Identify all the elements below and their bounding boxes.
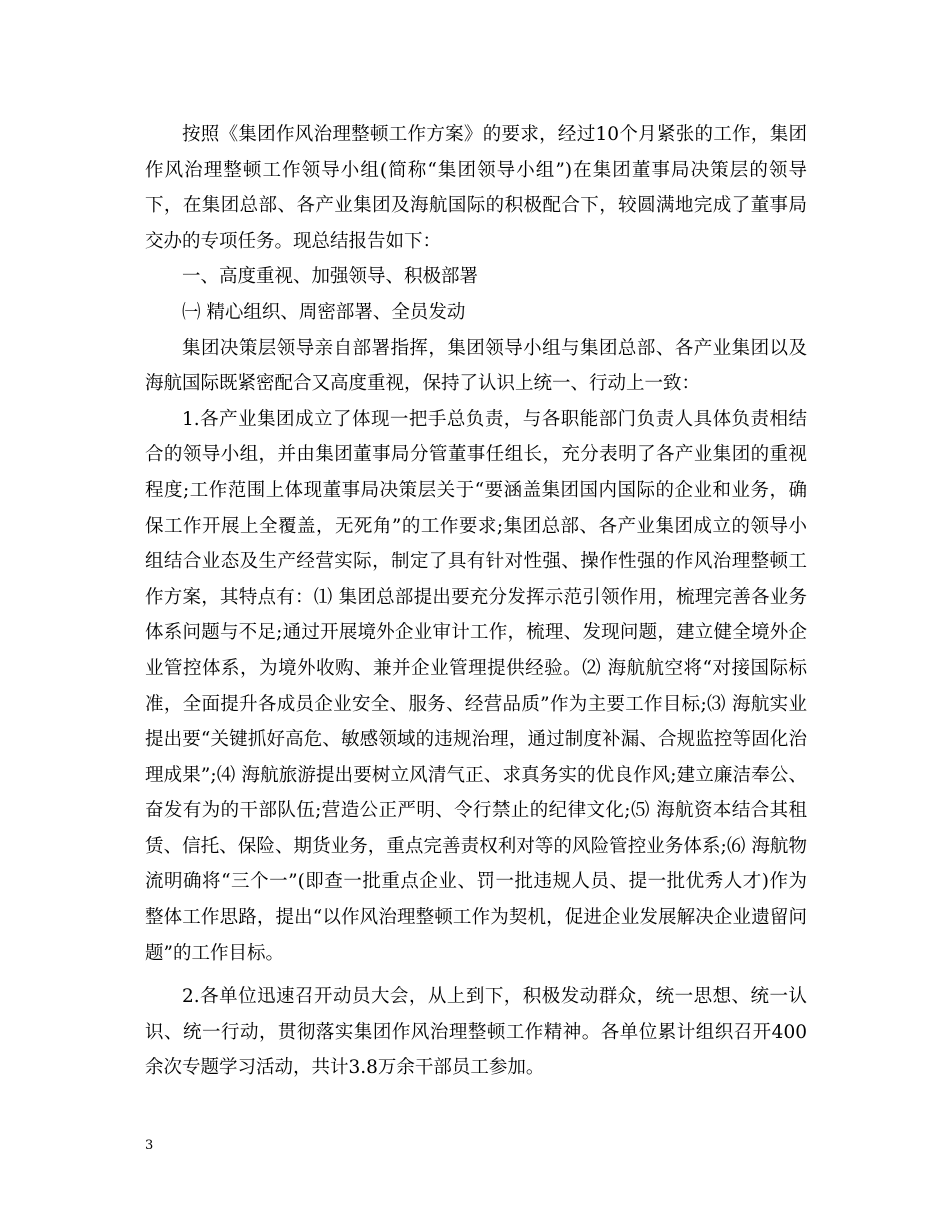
document-body bbox=[145, 117, 807, 1086]
page-number: 3 bbox=[145, 1138, 154, 1153]
body-paragraph: 集团决策层领导亲自部署指挥，集团领导小组与集团总部、各产业集团以及海航国际既紧密配合又高度重视，保持了认识上统一、行动上一致： bbox=[145, 337, 807, 395]
subsection-heading: ㈠ 精心组织、周密部署、全员发动 bbox=[182, 301, 466, 323]
numbered-item-1: 1.各产业集团成立了体现一把手总负责，与各职能部门负责人具体负责相结合的领导小组，并由集团董事局分管董事任组长，充分表明了各产业集团的重视程度;工作范围上体现董事局决策层关于“要涵盖集团国内国际的企业和业务，确保工作开展上全覆盖，无死角”的工作要求;集团总部、各产业集团成立的领导小组结合业态及生产经营实际，制定了具有针对性强、操作性强的作风治理整顿工作方案，其特点有：⑴ 集团总部提出要充分发挥示范引领作用，梳理完善各业务体系问题与不足;通过开展境外企业审计工作，梳理、发现问题，建立健全境外企业管控体系，为境外收购、兼并企业管理提供经验。⑵ 海航航空将“对接国际标准，全面提升各成员企业安全、服务、经营品质”作为主要工作目标;⑶ 海航实业提出要“关键抓好高危、敏感领域的违规治理，通过制度补漏、合规监控等固化治理成果”;⑷ 海航旅游提出要树立风清气正、求真务实的优良作风;建立廉洁奉公、奋发有为的干部队伍;营造公正严明、令行禁止的纪律文化;⑸ 海航资本结合其租赁、信托、保险、期货业务，重点完善责权利对等的风险管控业务体系;⑹ 海航物流明确将“三个一”(即查一批重点企业、罚一批违规人员、提一批优秀人才)作为整体工作思路，提出“以作风治理整顿工作为契机，促进企业发展解决企业遗留问题”的工作目标。 bbox=[145, 408, 807, 964]
section-heading: 一、高度重视、加强领导、积极部署 bbox=[182, 266, 479, 288]
intro-paragraph: 按照《集团作风治理整顿工作方案》的要求，经过10个月紧张的工作，集团作风治理整顿工作领导小组(简称“集团领导小组”)在集团董事局决策层的领导下，在集团总部、各产业集团及海航国际的积极配合下，较圆满地完成了董事局交办的专项任务。现总结报告如下： bbox=[145, 124, 807, 252]
numbered-item-2: 2.各单位迅速召开动员大会，从上到下，积极发动群众，统一思想、统一认识、统一行动，贯彻落实集团作风治理整顿工作精神。各单位累计组织召开400余次专题学习活动，共计3.8万余干部员工参加。 bbox=[145, 986, 807, 1079]
